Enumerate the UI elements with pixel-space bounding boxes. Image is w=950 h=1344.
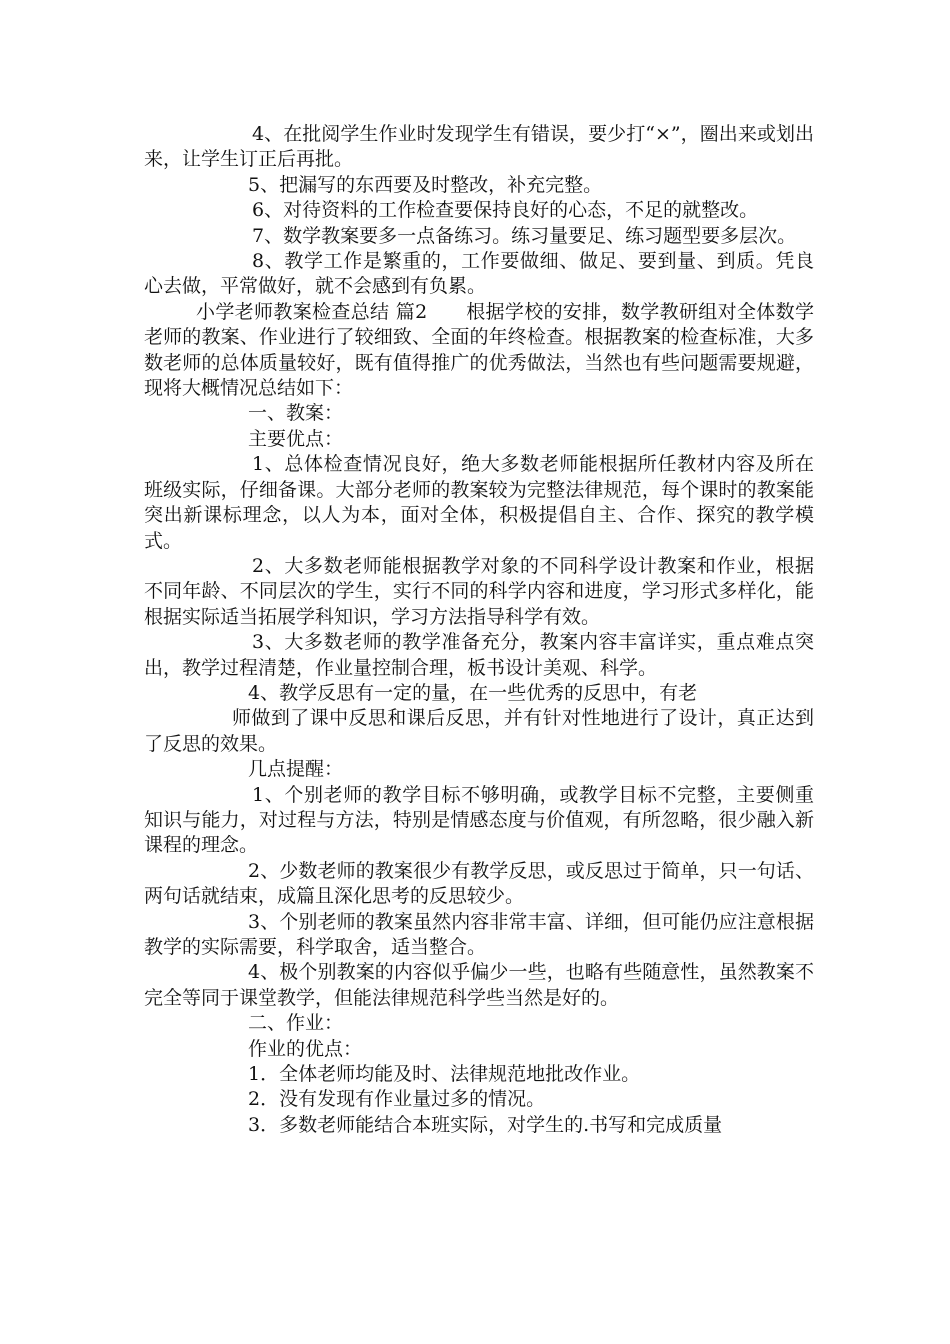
section-heading-lesson-plans: 一、教案： (248, 402, 344, 425)
list-item-homework-2: 2．没有发现有作业量过多的情况。 (248, 1088, 546, 1111)
subheading-main-strengths: 主要优点： (248, 427, 344, 450)
list-item-homework-1: 1．全体老师均能及时、法律规范地批改作业。 (248, 1063, 641, 1086)
paragraph-reminder-2: 2、少数老师的教案很少有教学反思，或反思过于简单，只一句话、两句话就结束，成篇且深化思考的反思较少。 (144, 859, 814, 908)
list-item-homework-3: 3．多数老师能结合本班实际，对学生的.书写和完成质量 (248, 1113, 723, 1136)
paragraph-material-check: 6、对待资料的工作检查要保持良好的心态，不足的就整改。 (252, 199, 759, 222)
paragraph-more-exercises: 7、数学教案要多一点备练习。练习量要足、练习题型要多层次。 (252, 224, 797, 247)
paragraph-strength-3: 3、大多数老师的教学准备充分，教案内容丰富详实，重点难点突出，教学过程清楚，作业量控制合理，板书设计美观、科学。 (144, 631, 814, 679)
paragraph-summary-intro: 小学老师教案检查总结 篇2 根据学校的安排，数学教研组对全体数学老师的教案、作业进行了较细致、全面的年终检查。根据教案的检查标准，大多数老师的总体质量较好，既有值得推广的优秀做法，当然也有些问题需要规避，现将大概情况总结如下： (144, 300, 814, 400)
paragraph-strength-4-start: 4、教学反思有一定的量，在一些优秀的反思中，有老 (248, 681, 698, 704)
paragraph-reminder-3: 3、个别老师的教案虽然内容非常丰富、详细，但可能仍应注意根据教学的实际需要，科学取舍，适当整合。 (144, 910, 814, 958)
paragraph-rectify-omissions: 5、把漏写的东西要及时整改，补充完整。 (248, 173, 603, 196)
paragraph-reminder-4: 4、极个别教案的内容似乎偏少一些，也略有些随意性，虽然教案不完全等同于课堂教学，但能法律规范科学些当然是好的。 (144, 961, 814, 1009)
paragraph-teaching-work: 8、教学工作是繁重的，工作要做细、做足、要到量、到质。凭良心去做，平常做好，就不会感到有负累。 (144, 250, 814, 298)
subheading-homework-strengths: 作业的优点： (248, 1037, 363, 1060)
paragraph-homework-marking: 4、在批阅学生作业时发现学生有错误，要少打“×”，圈出来或划出来，让学生订正后再批。 (144, 123, 814, 171)
section-heading-homework: 二、作业： (248, 1012, 344, 1035)
paragraph-strength-2: 2、大多数老师能根据教学对象的不同科学设计教案和作业，根据不同年龄、不同层次的学生，实行不同的科学内容和进度，学习形式多样化，能根据实际适当拓展学科知识，学习方法指导科学有效。 (144, 554, 814, 628)
paragraph-strength-1: 1、总体检查情况良好，绝大多数老师能根据所任教材内容及所在班级实际，仔细备课。大部分老师的教案较为完整法律规范，每个课时的教案能突出新课标理念，以人为本，面对全体，积极提倡自主、合作、探究的教学模式。 (144, 453, 814, 552)
paragraph-strength-4-continued: 师做到了课中反思和课后反思，并有针对性地进行了设计，真正达到了反思的效果。 (144, 707, 814, 755)
document-body (144, 122, 814, 1138)
subheading-reminders: 几点提醒： (248, 758, 344, 781)
paragraph-reminder-1: 1、个别老师的教学目标不够明确，或教学目标不完整，主要侧重知识与能力，对过程与方法，特别是情感态度与价值观，有所忽略，很少融入新课程的理念。 (144, 783, 814, 857)
